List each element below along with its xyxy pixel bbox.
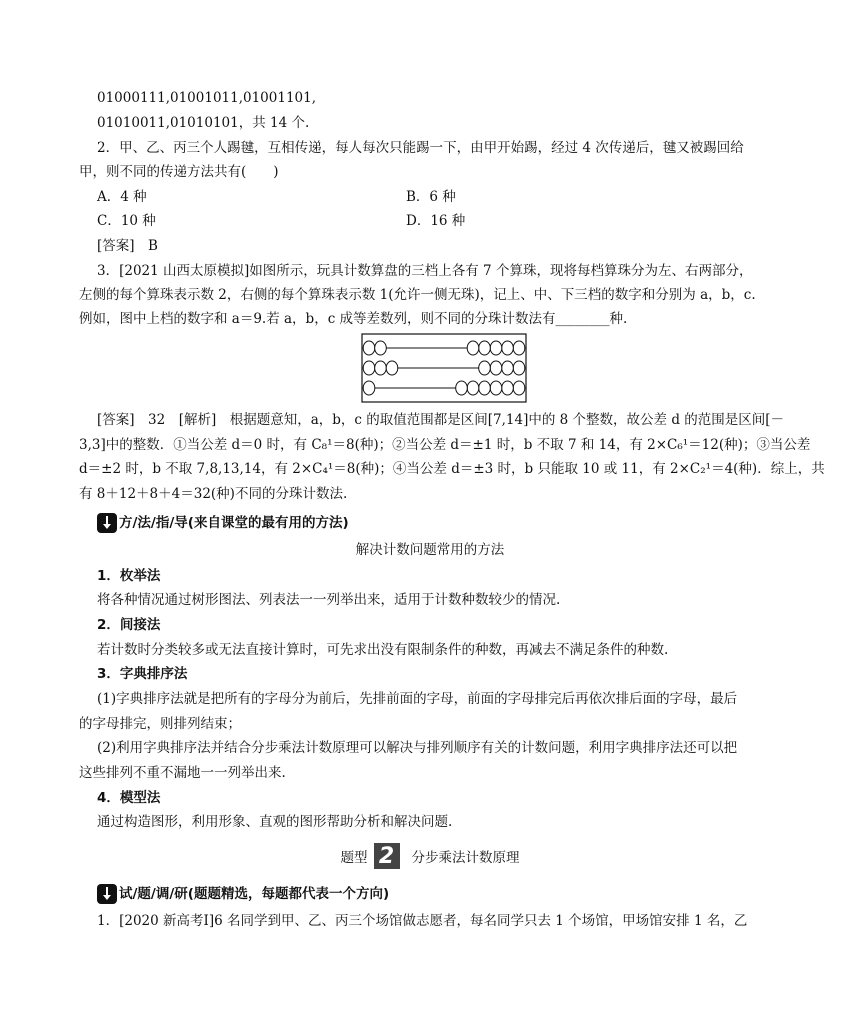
abacus-bead-right (467, 341, 479, 355)
abacus-bead-right (490, 381, 502, 395)
method-3-text: (2)利用字典排序法并结合分步乘法计数原理可以解决与排列顺序有关的计数问题，利用字典排序法还可以把 (97, 740, 738, 756)
abacus-bead-right (513, 341, 525, 355)
method-3-text: 这些排列不重不漏地一一列举出来. (79, 765, 286, 781)
method-guide-label: 方/法/指/导(来自课堂的最有用的方法) (119, 515, 349, 531)
question-3-text: 例如，图中上档的数字和 a＝9.若 a，b，c 成等差数列，则不同的分珠计数法有________种. (79, 311, 628, 327)
trial-question-1: 1．[2020 新高考Ⅰ]6 名同学到甲、乙、丙三个场馆做志愿者，每名同学只去 1 个场馆，甲场馆安排 1 名，乙 (97, 913, 748, 929)
method-3-text: (1)字典排序法就是把所有的字母分为前后，先排前面的字母，前面的字母排完后再依次排后面的字母，最后 (97, 691, 738, 707)
question-3-text: 3．[2021 山西太原模拟]如图所示，玩具计数算盘的三档上各有 7 个算珠，现将每档算珠分为左、右两部分， (97, 263, 753, 279)
trial-research-heading (97, 884, 389, 904)
option-b: B．6 种 (406, 189, 456, 205)
method-4-heading: 4．模型法 (97, 790, 161, 806)
question-2-text: 2．甲、乙、丙三个人踢毽，互相传递，每人每次只能踢一下，由甲开始踢，经过 4 次传递后，毽又被踢回给 (97, 140, 744, 156)
answer-3: 有 8＋12＋8＋4＝32(种)不同的分珠计数法. (79, 486, 348, 502)
pointer-hand-icon (97, 513, 117, 533)
abacus-bead-right (502, 381, 514, 395)
abacus-bead-left (363, 381, 375, 395)
abacus-bead-right (502, 341, 514, 355)
abacus-bead-right (479, 341, 491, 355)
question-type-banner (0, 843, 860, 869)
method-3-heading: 3．字典排序法 (97, 666, 188, 682)
option-c: C．10 种 (97, 213, 156, 229)
abacus-bead-right (490, 341, 502, 355)
answer-3: d＝±2 时，b 不取 7,8,13,14，有 2×C₄¹＝8(种)；④当公差 d＝±3 时，b 只能取 10 或 11，有 2×C₂¹＝4(种)．综上，共 (79, 461, 825, 477)
option-d: D．16 种 (406, 213, 466, 229)
answer-2: [答案] B (97, 238, 158, 254)
pointer-hand-icon (97, 884, 117, 904)
abacus-bead-right (467, 381, 479, 395)
abacus-bead-left (386, 361, 398, 375)
abacus-bead-right (513, 381, 525, 395)
abacus-bead-right (456, 381, 468, 395)
abacus-bead-right (479, 381, 491, 395)
method-4-text: 通过构造图形，利用形象、直观的图形帮助分析和解决问题. (97, 814, 453, 830)
text-line: 01000111,01001011,01001101, (97, 90, 317, 106)
abacus-bead-left (375, 341, 387, 355)
trial-research-label: 试/题/调/研(题题精选，每题都代表一个方向) (119, 886, 390, 902)
abacus-figure (361, 333, 527, 403)
abacus-bead-right (502, 361, 514, 375)
method-2-text: 若计数时分类较多或无法直接计算时，可先求出没有限制条件的种数，再减去不满足条件的种数. (97, 642, 669, 658)
question-3-text: 左侧的每个算珠表示数 2，右侧的每个算珠表示数 1(允许一侧无珠)，记上、中、下三档的数字和分别为 a，b，c. (79, 287, 756, 303)
method-title: 解决计数问题常用的方法 (355, 542, 505, 558)
method-1-text: 将各种情况通过树形图法、列表法一一列举出来，适用于计数种数较少的情况. (97, 592, 561, 608)
question-type-number-badge: 2 (374, 843, 400, 869)
method-1-heading: 1．枚举法 (97, 568, 161, 584)
option-a: A．4 种 (97, 189, 147, 205)
method-2-heading: 2．间接法 (97, 617, 161, 633)
abacus-bead-right (490, 361, 502, 375)
abacus-bead-right (479, 361, 491, 375)
method-3-text: 的字母排完，则排列结束； (79, 716, 241, 732)
answer-3: [答案] 32 [解析] 根据题意知，a，b，c 的取值范围都是区间[7,14]中的 8 个整数，故公差 d 的范围是区间[－ (97, 412, 785, 428)
text-line: 01010011,01010101，共 14 个. (97, 115, 310, 131)
abacus-bead-left (375, 361, 387, 375)
abacus-bead-right (513, 361, 525, 375)
abacus-bead-left (363, 361, 375, 375)
question-type-name: 分步乘法计数原理 (411, 850, 520, 866)
abacus-bead-left (363, 341, 375, 355)
answer-3: 3,3]中的整数．①当公差 d＝0 时，有 C₈¹＝8(种)；②当公差 d＝±1 时，b 不取 7 和 14，有 2×C₆¹＝12(种)；③当公差 (79, 437, 811, 453)
question-2-text: 甲，则不同的传递方法共有( ) (79, 164, 279, 180)
method-guide-heading (97, 513, 349, 533)
question-type-label: 题型 (340, 850, 368, 866)
